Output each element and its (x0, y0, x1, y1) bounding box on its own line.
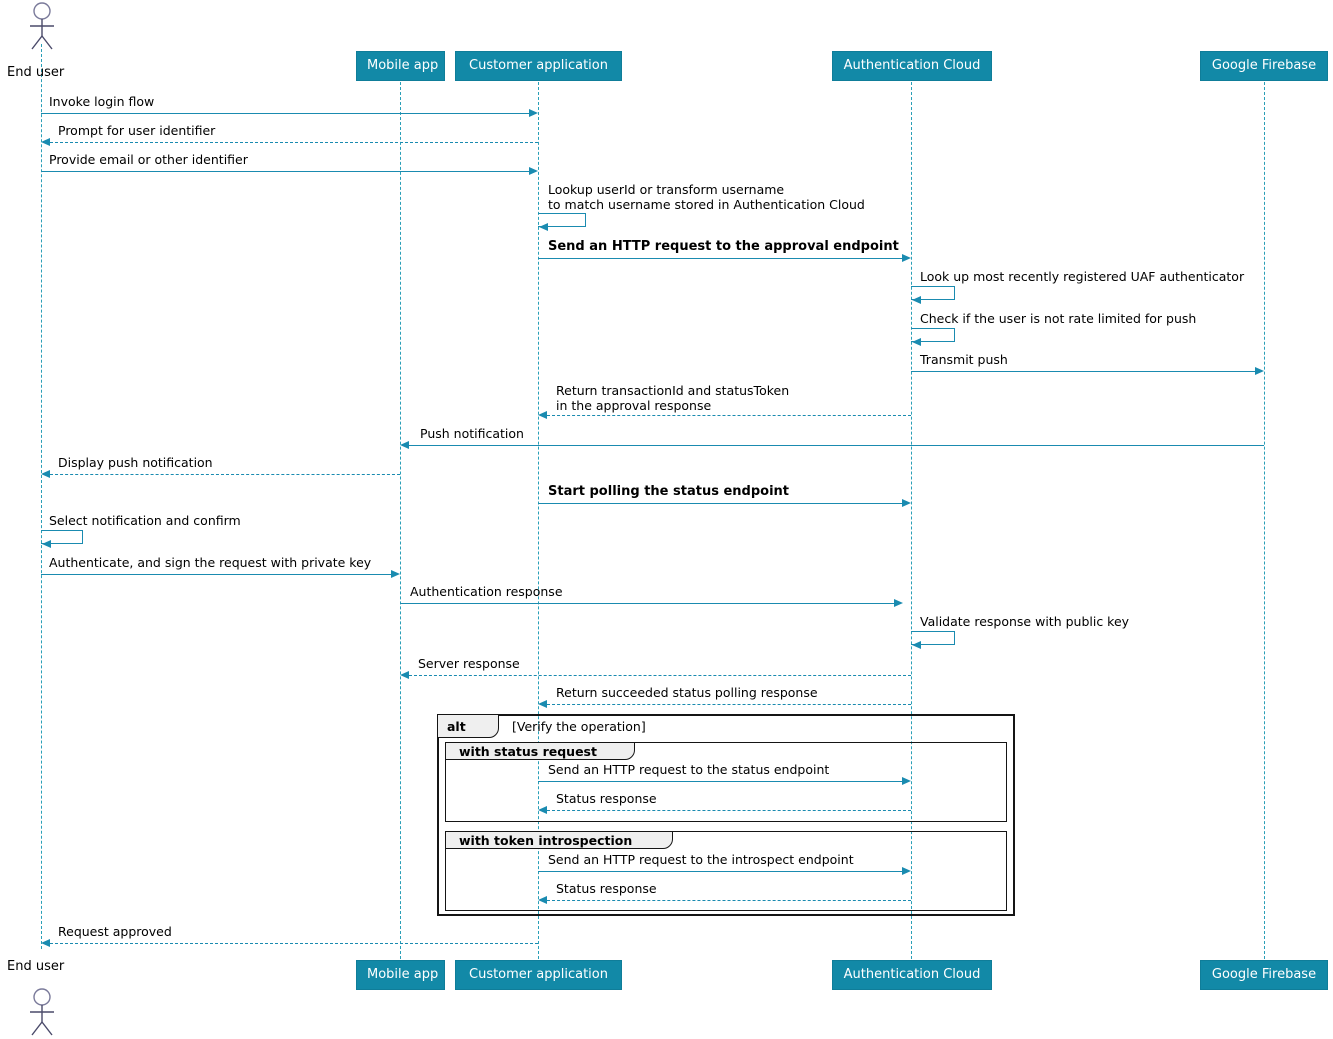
message-arrow-push-notification (400, 441, 409, 449)
message-label-lookup-userid-line2: to match username stored in Authentication Cloud (548, 197, 865, 212)
message-line-display-push-notification (50, 474, 400, 475)
message-arrow-server-response (400, 671, 409, 679)
message-line-provide-email-or-other-identifier (41, 171, 529, 172)
message-label-check-rate-limit: Check if the user is not rate limited for push (920, 311, 1197, 326)
message-label-authenticate-and-sign: Authenticate, and sign the request with private key (49, 555, 372, 570)
lifeline-google-firebase (1264, 82, 1265, 959)
actor-label-end-user-top: End user (7, 65, 65, 80)
message-arrow-start-polling-status-endpoint (902, 499, 911, 507)
message-line-push-notification (409, 445, 1264, 446)
message-line-authentication-response (400, 603, 894, 604)
participant-mobile-app-bottom[interactable]: Mobile app (356, 960, 445, 990)
self-message-arrow-check-rate-limit (912, 338, 921, 346)
message-arrow-invoke-login-flow (529, 109, 538, 117)
message-label-send-introspect-request: Send an HTTP request to the introspect endpoint (548, 852, 854, 867)
message-arrow-send-introspect-request (902, 867, 911, 875)
self-message-arrow-lookup-uaf-authenticator (912, 296, 921, 304)
message-arrow-transmit-push (1255, 367, 1264, 375)
message-arrow-return-transaction-id (538, 411, 547, 419)
participant-mobile-app-top[interactable]: Mobile app (356, 51, 445, 81)
message-line-authenticate-and-sign (41, 574, 391, 575)
message-label-push-notification: Push notification (420, 426, 524, 441)
message-label-transmit-push: Transmit push (920, 352, 1008, 367)
participant-authentication-cloud-top[interactable]: Authentication Cloud (832, 51, 992, 81)
message-label-start-polling-status-endpoint: Start polling the status endpoint (548, 484, 790, 499)
message-label-return-transaction-id-line2: in the approval response (556, 398, 712, 413)
message-arrow-provide-email-or-other-identifier (529, 167, 538, 175)
message-arrow-return-succeeded-status (538, 700, 547, 708)
participant-google-firebase-top[interactable]: Google Firebase (1200, 51, 1328, 81)
message-arrow-status-response-1 (538, 806, 547, 814)
message-label-invoke-login-flow: Invoke login flow (49, 94, 155, 109)
message-arrow-authenticate-and-sign (391, 570, 400, 578)
message-label-request-approved: Request approved (58, 924, 172, 939)
alt-section-1-label: with status request (459, 744, 597, 759)
message-line-prompt-for-user-identifier (50, 142, 538, 143)
participant-google-firebase-bottom[interactable]: Google Firebase (1200, 960, 1328, 990)
alt-fragment-operator: alt (447, 719, 466, 734)
message-label-lookup-uaf-authenticator: Look up most recently registered UAF authenticator (920, 269, 1245, 284)
participant-authentication-cloud-bottom[interactable]: Authentication Cloud (832, 960, 992, 990)
message-arrow-prompt-for-user-identifier (41, 138, 50, 146)
self-message-arrow-lookup-userid (539, 223, 548, 231)
message-label-lookup-userid: Lookup userId or transform username (548, 182, 785, 197)
message-line-request-approved (50, 943, 538, 944)
message-label-send-approval-request: Send an HTTP request to the approval endpoint (548, 239, 899, 254)
message-line-status-response-1 (547, 810, 911, 811)
message-label-status-response-1: Status response (556, 791, 657, 806)
self-message-arrow-select-notification-and-confirm (42, 540, 51, 548)
message-arrow-request-approved (41, 939, 50, 947)
participant-customer-application-bottom[interactable]: Customer application (455, 960, 622, 990)
message-label-server-response: Server response (418, 656, 520, 671)
message-label-send-status-request: Send an HTTP request to the status endpoint (548, 762, 830, 777)
message-arrow-status-response-2 (538, 896, 547, 904)
message-line-send-introspect-request (538, 871, 902, 872)
message-label-display-push-notification: Display push notification (58, 455, 213, 470)
message-label-validate-response: Validate response with public key (920, 614, 1130, 629)
message-arrow-send-status-request (902, 777, 911, 785)
message-label-return-transaction-id: Return transactionId and statusToken (556, 383, 790, 398)
message-arrow-authentication-response (894, 599, 903, 607)
message-line-server-response (409, 675, 911, 676)
message-label-return-succeeded-status: Return succeeded status polling response (556, 685, 818, 700)
message-line-send-approval-request (538, 258, 902, 259)
actor-end-user-top (24, 2, 60, 50)
message-line-status-response-2 (547, 900, 911, 901)
message-label-select-notification-and-confirm: Select notification and confirm (49, 513, 241, 528)
alt-fragment-condition: [Verify the operation] (512, 719, 646, 734)
actor-label-end-user-bottom: End user (7, 959, 65, 974)
message-label-status-response-2: Status response (556, 881, 657, 896)
message-line-send-status-request (538, 781, 902, 782)
message-line-return-succeeded-status (547, 704, 911, 705)
message-line-start-polling-status-endpoint (538, 503, 902, 504)
participant-customer-application-top[interactable]: Customer application (455, 51, 622, 81)
message-line-transmit-push (911, 371, 1255, 372)
self-message-arrow-validate-response (912, 641, 921, 649)
message-arrow-send-approval-request (902, 254, 911, 262)
alt-section-2-label: with token introspection (459, 833, 633, 848)
actor-end-user-bottom (24, 988, 60, 1036)
lifeline-end-user (41, 44, 42, 949)
message-line-return-transaction-id (547, 415, 911, 416)
lifeline-mobile-app (400, 82, 401, 959)
message-arrow-display-push-notification (41, 470, 50, 478)
message-label-provide-email-or-other-identifier: Provide email or other identifier (49, 152, 248, 167)
message-label-authentication-response: Authentication response (410, 584, 563, 599)
message-line-invoke-login-flow (41, 113, 529, 114)
message-label-prompt-for-user-identifier: Prompt for user identifier (58, 123, 216, 138)
